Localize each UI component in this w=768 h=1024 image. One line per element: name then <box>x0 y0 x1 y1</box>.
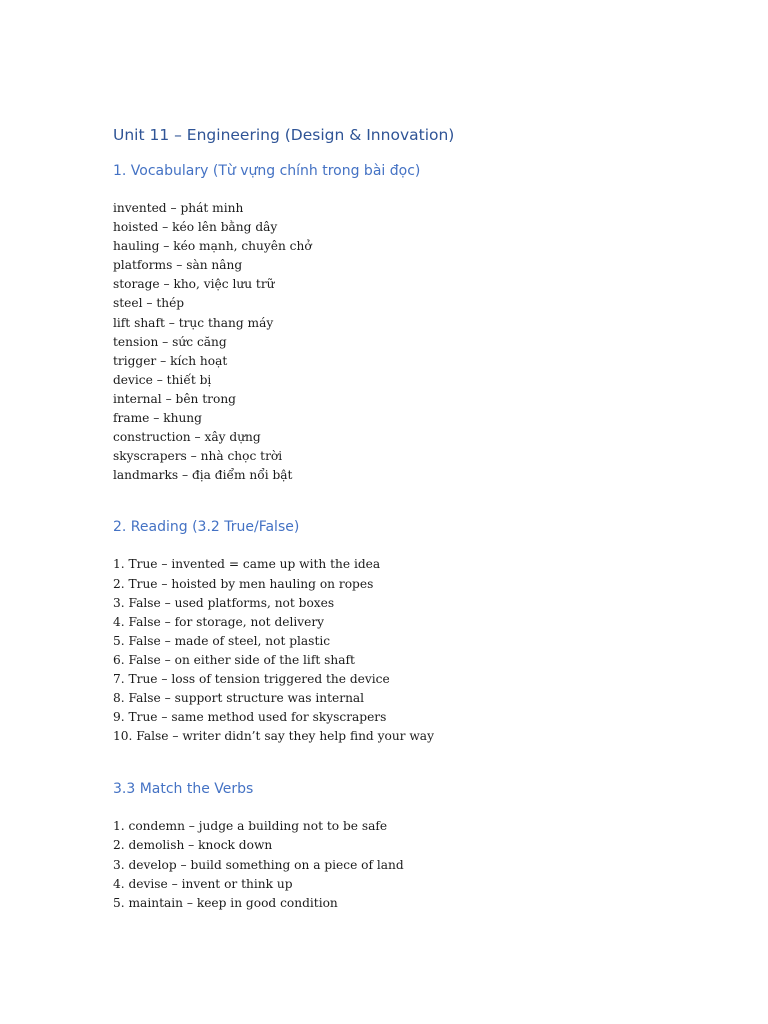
list-item: trigger – kích hoạt <box>113 353 228 368</box>
list-item: 7. True – loss of tension triggered the device <box>113 671 390 686</box>
list-item: 5. maintain – keep in good condition <box>113 895 338 910</box>
list-item: tension – sức căng <box>113 334 227 349</box>
list-item: internal – bên trong <box>113 391 236 406</box>
list-item: 3. False – used platforms, not boxes <box>113 595 335 610</box>
list-item: 6. False – on either side of the lift shaft <box>113 652 355 667</box>
document-page <box>113 122 713 913</box>
list-item: 9. True – same method used for skyscrapers <box>113 710 387 725</box>
section-heading-match-verbs: 3.3 Match the Verbs <box>113 781 254 798</box>
list-item: storage – kho, việc lưu trữ <box>113 277 275 292</box>
list-item: invented – phát minh <box>113 201 244 215</box>
section-heading-reading: 2. Reading (3.2 True/False) <box>113 519 300 536</box>
list-item: construction – xây dựng <box>113 430 261 445</box>
list-item: hoisted – kéo lên bằng dây <box>113 220 278 235</box>
list-item: device – thiết bị <box>113 372 212 387</box>
list-item: hauling – kéo mạnh, chuyên chở <box>113 239 312 254</box>
list-item: skyscrapers – nhà chọc trời <box>113 449 283 464</box>
list-item: steel – thép <box>113 296 185 311</box>
list-item: 2. demolish – knock down <box>113 838 273 853</box>
match-verbs-list <box>113 817 713 912</box>
list-item: 1. condemn – judge a building not to be safe <box>113 819 388 834</box>
list-item: 4. devise – invent or think up <box>113 876 293 891</box>
list-item: 2. True – hoisted by men hauling on ropes <box>113 576 374 591</box>
list-item: platforms – sàn nâng <box>113 258 243 273</box>
list-item: 3. develop – build something on a piece of land <box>113 857 404 872</box>
list-item: 1. True – invented = came up with the idea <box>113 557 381 572</box>
list-item: landmarks – địa điểm nổi bật <box>113 468 293 483</box>
list-item: 8. False – support structure was internal <box>113 691 365 706</box>
list-item: 10. False – writer didn’t say they help find your way <box>113 729 434 744</box>
list-item: 5. False – made of steel, not plastic <box>113 633 331 648</box>
list-item: frame – khung <box>113 411 202 426</box>
vocabulary-list <box>113 199 713 485</box>
list-item: 4. False – for storage, not delivery <box>113 614 325 629</box>
document-title: Unit 11 – Engineering (Design & Innovation) <box>113 126 455 144</box>
reading-answers-list <box>113 555 713 746</box>
list-item: lift shaft – trục thang máy <box>113 315 274 330</box>
section-heading-vocabulary: 1. Vocabulary (Từ vựng chính trong bài đọc) <box>113 163 421 179</box>
